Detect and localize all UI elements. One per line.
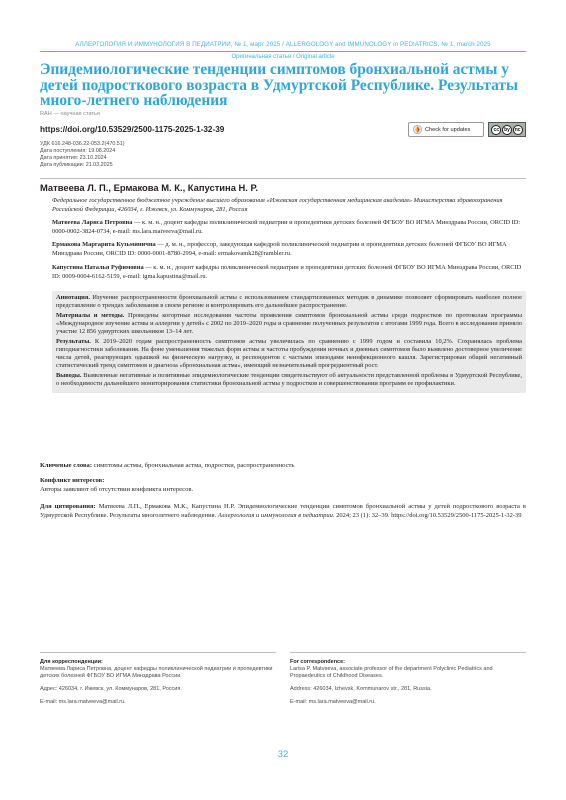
author-info	[52, 264, 526, 281]
cc-license-badge[interactable]	[488, 122, 526, 137]
correspondence-rule-ru	[40, 652, 276, 653]
check-updates-icon	[413, 125, 422, 134]
citation-tail: 2024; 23 (1): 32–39. https://doi.org/10.53529/2500-1175-2025-1-32-39	[334, 511, 522, 519]
journal-header: АЛЛЕРГОЛОГИЯ И ИММУНОЛОГИЯ В ПЕДИАТРИИ, № 1, март 2025 / ALLERGOLOGY and IMMUNOLOGY in PEDIATRICS, № 1, march 2025	[75, 41, 491, 48]
author-info	[52, 241, 526, 258]
keywords	[40, 462, 526, 471]
abstract-text: К 2019–2020 годам распространенность симптомов астмы увеличилась по сравнению с 1999 годом и составила 10,2%. Сохранялась проблема гиподиагностики заболевания. На фоне уменьшения тяжелых форм астмы и частоты пробуждения ночных и дневных симптомов было выявлено достоверное увеличение числа детей, реагирующих одышкой на физическую нагрузку, и респондентов с частыми эпизодами неинфекционного кашля. Зарегистрирован общий негативный статистический тренд симптомов и диагноза «бронхиальная астма», имеющий незначительный прогредиентный рост.	[56, 337, 522, 370]
cc-icon: cc	[491, 125, 501, 135]
article-kind: RAH — научная статья	[40, 111, 100, 117]
abstract-results	[56, 338, 522, 371]
abstract-text: Проведены когортные исследования частоты проявления симптомов бронхиальной астмы среди подростков по протоколам программы «Международное изучение астмы и аллергии у детей» с 2002 по 2019–2020 годы и сравнение полученных результатов с итогами 1999 года. Всего в исследовании приняло участие 12 856 удмуртских школьников 13–14 лет.	[56, 311, 523, 336]
author-name: Ермакова Маргарита Кузьминична	[52, 241, 156, 248]
author-details: — к. м. н., доцент кафедры поликлинической педиатрии и пропедевтики детских болезней ФГБОУ ВО ИГМА Минздрава России, ORCID ID: 0000-0002-3824-0734, e-mail: ms.lara.matveeva@mail.ru.	[52, 219, 521, 235]
correspondence-text: Матвеева Лариса Петровна, доцент кафедры поликлинической педиатрии и пропедевтики детских болезней ФГБОУ ВО ИГМА Минздрава России.	[40, 665, 273, 679]
header-rule	[40, 51, 526, 52]
correspondence-en	[290, 659, 526, 706]
author-name: Матвеева Лариса Петровна	[52, 219, 133, 226]
citation-journal: Аллергология и иммунология в педиатрии.	[217, 511, 335, 519]
abstract-text: Выявленные негативные и позитивные эпидемиологические тенденции свидетельствуют об актуальности представленной проблемы в Удмуртской Республике, о необходимости дальнейшего мониторирования статистики бронхиальной астмы у подростков и совершенствовании программ ее профилактики.	[56, 371, 522, 388]
affiliation: Федеральное государственное бюджетное учреждение высшего образования «Ижевская государственная медицинская академия» Министерства здравоохранения Российской Федерации, 426034, г. Ижевск, ул. Коммунаров, 281, Россия	[52, 197, 503, 213]
article-meta	[40, 141, 125, 169]
citation-text: Матвеева Л.П., Ермакова М.К., Капустина Н.Р. Эпидемиологические тенденции симптомов бронхиальной астмы у детей подросткового возраста в Удмуртской Республике. Результаты многолетнего наблюдения.	[40, 503, 526, 519]
abstract-label: Аннотация.	[56, 294, 90, 301]
abstract-conclusions	[56, 372, 522, 389]
page-number: 32	[277, 749, 289, 760]
conflict-label: Конфликт интересов:	[40, 477, 105, 484]
accepted-date: Дата принятия: 23.10.2024	[40, 155, 107, 161]
author-info	[52, 219, 526, 236]
correspondence-email[interactable]: E-mail: ms.lara.matveeva@mail.ru.	[290, 698, 376, 705]
citation-label: Для цитирования:	[40, 503, 96, 510]
abstract-box	[52, 291, 526, 393]
check-for-updates-badge[interactable]	[408, 122, 484, 137]
correspondence-address: Address: 426034, Izhevsk, Kommunarov str., 281, Russia.	[290, 685, 432, 692]
nc-icon: nc	[513, 125, 523, 135]
by-icon: by	[502, 125, 512, 135]
doi-link[interactable]: https://doi.org/10.53529/2500-1175-2025-1-32-39	[40, 125, 225, 134]
author-details: — к. м. н., доцент кафедры поликлинической педиатрии и пропедевтики детских болезней ФГБОУ ВО ИГМА Минздрава России, ORCID ID: 0009-0004-6162-5159, e-mail: igma.kapustina@mail.ru.	[52, 264, 522, 280]
published-date: Дата публикации: 21.03.2025	[40, 162, 113, 168]
conflict-text: Авторы заявляют об отсутствии конфликта интересов.	[40, 486, 194, 493]
authors: Матвеева Л. П., Ермакова М. К., Капустина Н. Р.	[40, 182, 258, 193]
keywords-text: симптомы астмы, бронхиальная астма, подростки, распространенность	[92, 462, 295, 469]
received-date: Дата поступления: 19.08.2024	[40, 148, 116, 154]
correspondence-text: Larisa P. Matveeva, associate professor of the department Polyclinic Pediatrics and Propaedeutics of Childhood Diseases.	[290, 665, 493, 679]
abstract-label: Материалы и методы.	[56, 311, 125, 319]
correspondence-email[interactable]: E-mail: ms.lara.matveeva@mail.ru.	[40, 698, 126, 705]
abstract-methods	[56, 312, 522, 337]
correspondence-label: For correspondence:	[290, 659, 346, 665]
correspondence-ru	[40, 659, 276, 706]
correspondence-label: Для корреспонденции:	[40, 659, 103, 665]
abstract-label: Выводы.	[56, 371, 82, 379]
meta-rule	[40, 178, 526, 179]
author-name: Капустина Наталья Руфимовна	[52, 264, 144, 271]
abstract-label: Результаты.	[56, 337, 91, 345]
citation	[40, 503, 526, 521]
keywords-label: Ключевые слова:	[40, 462, 93, 469]
abstract-summary	[56, 294, 522, 311]
udc: УДК 616.248-036.22-053.2(470.51)	[40, 141, 125, 147]
check-updates-label: Check for updates	[425, 126, 471, 133]
author-details: — д. м. н., профессор, заведующая кафедрой поликлинической педиатрии и пропедевтики детских болезней ФГБОУ ВО ИГМА Минздрава России, ORCID ID: 0000-0001-8780-2994, e-mail: ermakovamk28@rambler.ru.	[52, 241, 507, 257]
correspondence-rule-en	[290, 652, 526, 653]
correspondence-address: Адрес: 426034, г. Ижевск, ул. Коммунаров, 281, Россия.	[40, 685, 182, 692]
abstract-text: Изучение распространенности бронхиальной астмы с использованием стандартизованных методик в динамике позволяет сформировать наиболее полное представление о трендах заболевания в своем регионе и контролировать его дальнейшее распространение.	[56, 294, 522, 310]
article-title: Эпидемиологические тенденции симптомов бронхиальной астмы у детей подросткового возраста в Удмуртской Республике. Результаты много-летнего наблюдения	[40, 61, 518, 110]
article-type: Оригинальная статья / Original article	[231, 54, 335, 60]
